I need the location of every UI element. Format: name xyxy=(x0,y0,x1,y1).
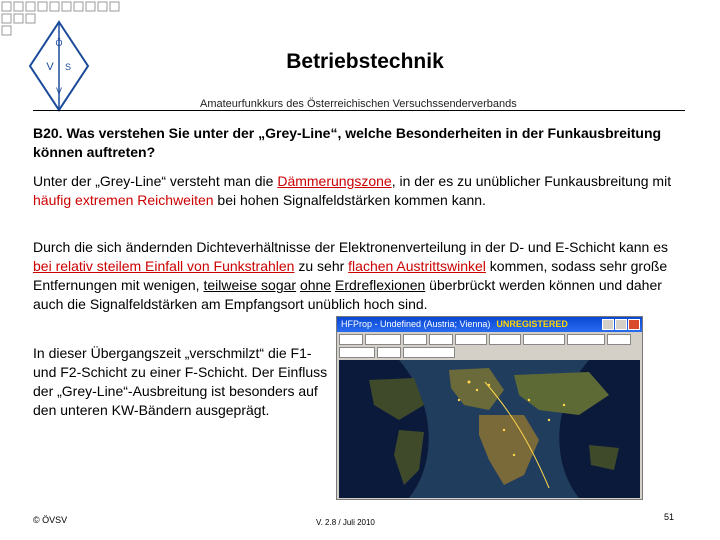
underline-teilweise-sogar: teilweise sogar xyxy=(203,277,297,293)
window-toolbar xyxy=(337,332,642,358)
text-span: überbrückt werden können und daher auch die Signalfeldstärken am Empfangsort unüblich hoch sind. xyxy=(33,277,662,312)
svg-text:V: V xyxy=(55,86,63,96)
toolbar-field[interactable] xyxy=(365,334,401,345)
page-subtitle: Amateurfunkkurs des Österreichischen Versuchssenderverbands xyxy=(200,98,517,110)
svg-text:S: S xyxy=(64,62,72,72)
toolbar-field[interactable] xyxy=(607,334,631,345)
footer-version: V. 2.8 / Juli 2010 xyxy=(316,518,375,527)
text-span: , in der es zu unüblicher Funkausbreitung mit xyxy=(391,173,672,189)
page-title: Betriebstechnik xyxy=(286,50,444,73)
footer-copyright: © ÖVSV xyxy=(33,515,68,525)
window-titlebar xyxy=(337,317,642,332)
text-span: zu sehr xyxy=(294,258,349,274)
toolbar-field[interactable] xyxy=(377,347,401,358)
svg-text:V: V xyxy=(46,61,54,73)
toolbar-field[interactable] xyxy=(339,334,363,345)
window-title: HFProp - Undefined (Austria; Vienna) xyxy=(341,319,491,329)
text-span: Unter der „Grey-Line“ versteht man die xyxy=(33,173,278,189)
underline-erdreflexionen: Erdreflexionen xyxy=(335,277,426,293)
highlight-daemmerungszone: Dämmerungszone xyxy=(277,173,392,189)
page-number: 51 xyxy=(664,512,675,522)
toolbar-field[interactable] xyxy=(403,334,427,345)
toolbar-field[interactable] xyxy=(403,347,455,358)
highlight-austrittswinkel: flachen Austrittswinkel xyxy=(348,258,486,274)
highlight-steiler-einfall: bei relativ steilem Einfall von Funkstrahlen xyxy=(33,258,295,274)
toolbar-field[interactable] xyxy=(429,334,453,345)
hfprop-screenshot xyxy=(336,316,643,500)
paragraph-transition: In dieser Übergangszeit „verschmilzt“ die F1- und F2-Schicht zu einer F-Schicht. Der Einfluss der „Grey-Line“-Ausbreitung ist besonders auf den unteren KW-Bändern ausgeprägt. xyxy=(33,345,328,418)
toolbar-field[interactable] xyxy=(455,334,487,345)
window-controls xyxy=(602,317,642,332)
unregistered-label: UNREGISTERED xyxy=(496,319,568,329)
paragraph-explanation xyxy=(33,238,683,314)
highlight-reichweiten: häufig extremen Reichweiten xyxy=(33,192,214,208)
maximize-icon[interactable] xyxy=(615,319,627,330)
toolbar-field[interactable] xyxy=(523,334,565,345)
svg-text:Ö: Ö xyxy=(55,38,63,48)
toolbar-field[interactable] xyxy=(567,334,605,345)
greyline-world-map xyxy=(339,360,640,498)
text-span: bei hohen Signalfeldstärken kommen kann. xyxy=(213,192,486,208)
minimize-icon[interactable] xyxy=(602,319,614,330)
close-icon[interactable] xyxy=(628,319,640,330)
paragraph-definition xyxy=(33,172,683,210)
header-divider xyxy=(33,110,685,111)
question-heading: B20. Was verstehen Sie unter der „Grey-Line“, welche Besonderheiten in der Funkausbreitung können auftreten? xyxy=(33,125,662,160)
underline-ohne: ohne xyxy=(299,277,332,293)
toolbar-field[interactable] xyxy=(339,347,375,358)
text-span: Durch die sich ändernden Dichteverhältnisse der Elektronenverteilung in der D- und E-Schicht kann es xyxy=(33,239,669,255)
text-span: kommen, sodass sehr große Entfernungen mit wenigen, xyxy=(33,258,668,293)
toolbar-field[interactable] xyxy=(489,334,521,345)
